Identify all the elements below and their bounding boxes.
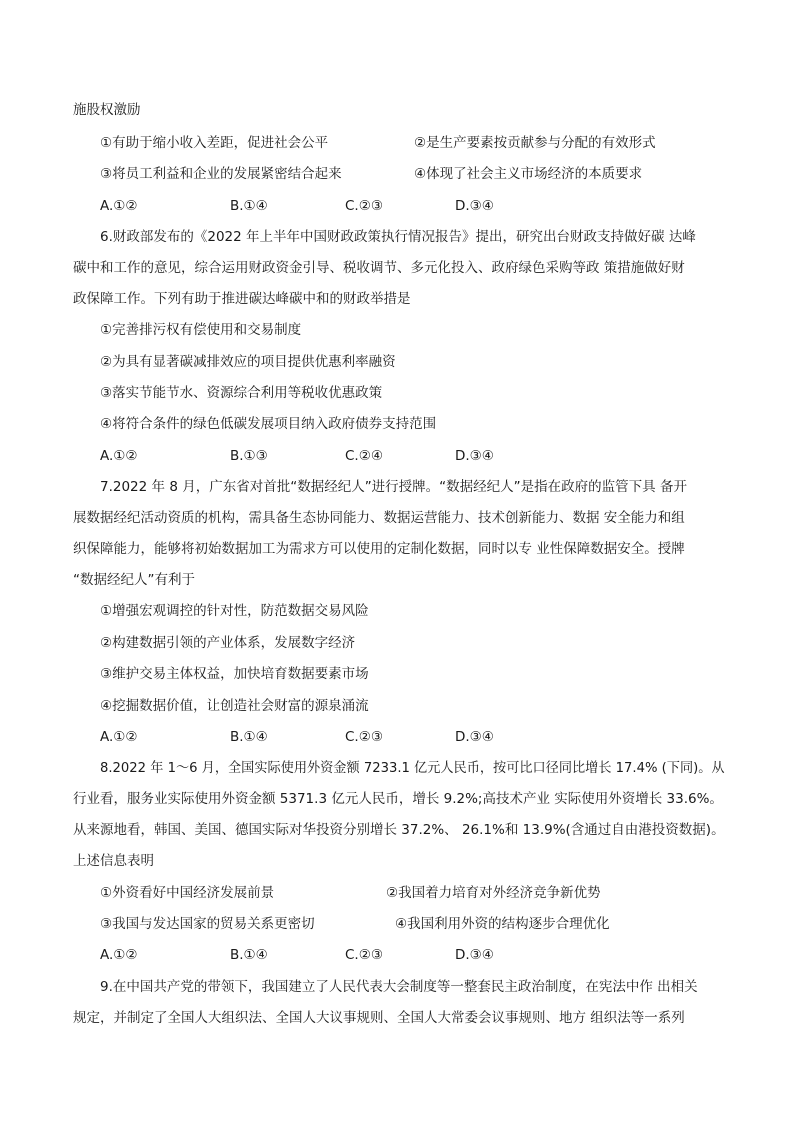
q6-option-b: B.①③ bbox=[230, 448, 268, 464]
q7-stem-line-2: 展数据经纪活动资质的机构，需具备生态协同能力、数据运营能力、技术创新能力、数据 安全能力和组 bbox=[73, 510, 685, 526]
q8-stem-line-3: 从来源地看，韩国、美国、德国实际对华投资分别增长 37.2%、 26.1%和 13.9%(含通过自由港投资数据)。 bbox=[73, 822, 725, 838]
q7-stem-line-3: 织保障能力，能够将初始数据加工为需求方可以使用的定制化数据，同时以专 业性保障数据安全。授牌 bbox=[73, 541, 685, 557]
q7-item-3: ③维护交易主体权益，加快培育数据要素市场 bbox=[100, 666, 369, 682]
q8-item-1: ①外资看好中国经济发展前景 bbox=[100, 885, 275, 901]
q5-option-c: C.②③ bbox=[345, 198, 383, 214]
question-fragment: 施股权激励 bbox=[73, 102, 141, 118]
q8-item-3: ③我国与发达国家的贸易关系更密切 bbox=[100, 916, 315, 932]
q8-stem-line-1: 8.2022 年 1～6 月，全国实际使用外资金额 7233.1 亿元人民币，按可比口径同比增长 17.4% (下同)。从 bbox=[100, 760, 725, 776]
q6-stem-line-2: 碳中和工作的意见，综合运用财政资金引导、税收调节、多元化投入、政府绿色采购等政 策措施做好财 bbox=[73, 260, 685, 276]
q6-item-2: ②为具有显著碳减排效应的项目提供优惠利率融资 bbox=[100, 354, 396, 370]
q7-item-4: ④挖掘数据价值，让创造社会财富的源泉涌流 bbox=[100, 698, 369, 714]
q5-item-1: ①有助于缩小收入差距，促进社会公平 bbox=[100, 135, 329, 151]
q6-option-a: A.①② bbox=[100, 448, 138, 464]
q9-stem-line-1: 9.在中国共产党的带领下，我国建立了人民代表大会制度等一整套民主政治制度，在宪法中作 出相关 bbox=[100, 979, 698, 995]
q5-item-2: ②是生产要素按贡献参与分配的有效形式 bbox=[414, 135, 656, 151]
q6-option-c: C.②④ bbox=[345, 448, 383, 464]
q6-option-d: D.③④ bbox=[455, 448, 494, 464]
q8-option-b: B.①④ bbox=[230, 947, 268, 963]
q7-stem-line-4: “数据经纪人”有利于 bbox=[73, 572, 195, 588]
q8-stem-line-4: 上述信息表明 bbox=[73, 853, 154, 869]
q5-item-4: ④体现了社会主义市场经济的本质要求 bbox=[414, 166, 643, 182]
q5-option-a: A.①② bbox=[100, 198, 138, 214]
q7-option-a: A.①② bbox=[100, 729, 138, 745]
q7-stem-line-1: 7.2022 年 8 月，广东省对首批“数据经纪人”进行授牌。“数据经纪人”是指在政府的监管下具 备开 bbox=[100, 479, 687, 495]
q8-option-c: C.②③ bbox=[345, 947, 383, 963]
q5-option-d: D.③④ bbox=[455, 198, 494, 214]
q7-option-b: B.①④ bbox=[230, 729, 268, 745]
q6-stem-line-1: 6.财政部发布的《2022 年上半年中国财政政策执行情况报告》提出，研究出台财政支持做好碳 达峰 bbox=[100, 229, 696, 245]
q6-item-3: ③落实节能节水、资源综合利用等税收优惠政策 bbox=[100, 385, 383, 401]
q6-stem-line-3: 政保障工作。下列有助于推进碳达峰碳中和的财政举措是 bbox=[73, 291, 411, 307]
q5-option-b: B.①④ bbox=[230, 198, 268, 214]
q5-item-3: ③将员工利益和企业的发展紧密结合起来 bbox=[100, 166, 342, 182]
q9-stem-line-2: 规定，并制定了全国人大组织法、全国人大议事规则、全国人大常委会议事规则、地方 组织法等一系列 bbox=[73, 1010, 685, 1026]
q8-item-2: ②我国着力培育对外经济竞争新优势 bbox=[386, 885, 601, 901]
q7-item-2: ②构建数据引领的产业体系，发展数字经济 bbox=[100, 635, 356, 651]
q7-option-c: C.②③ bbox=[345, 729, 383, 745]
q8-option-a: A.①② bbox=[100, 947, 138, 963]
q8-stem-line-2: 行业看，服务业实际使用外资金额 5371.3 亿元人民币，增长 9.2%;高技术产业 实际使用外资增长 33.6%。 bbox=[73, 791, 723, 807]
q6-item-1: ①完善排污权有偿使用和交易制度 bbox=[100, 322, 302, 338]
q7-option-d: D.③④ bbox=[455, 729, 494, 745]
q7-item-1: ①增强宏观调控的针对性，防范数据交易风险 bbox=[100, 603, 369, 619]
q8-item-4: ④我国利用外资的结构逐步合理优化 bbox=[395, 916, 610, 932]
q8-option-d: D.③④ bbox=[455, 947, 494, 963]
q6-item-4: ④将符合条件的绿色低碳发展项目纳入政府债券支持范围 bbox=[100, 416, 437, 432]
